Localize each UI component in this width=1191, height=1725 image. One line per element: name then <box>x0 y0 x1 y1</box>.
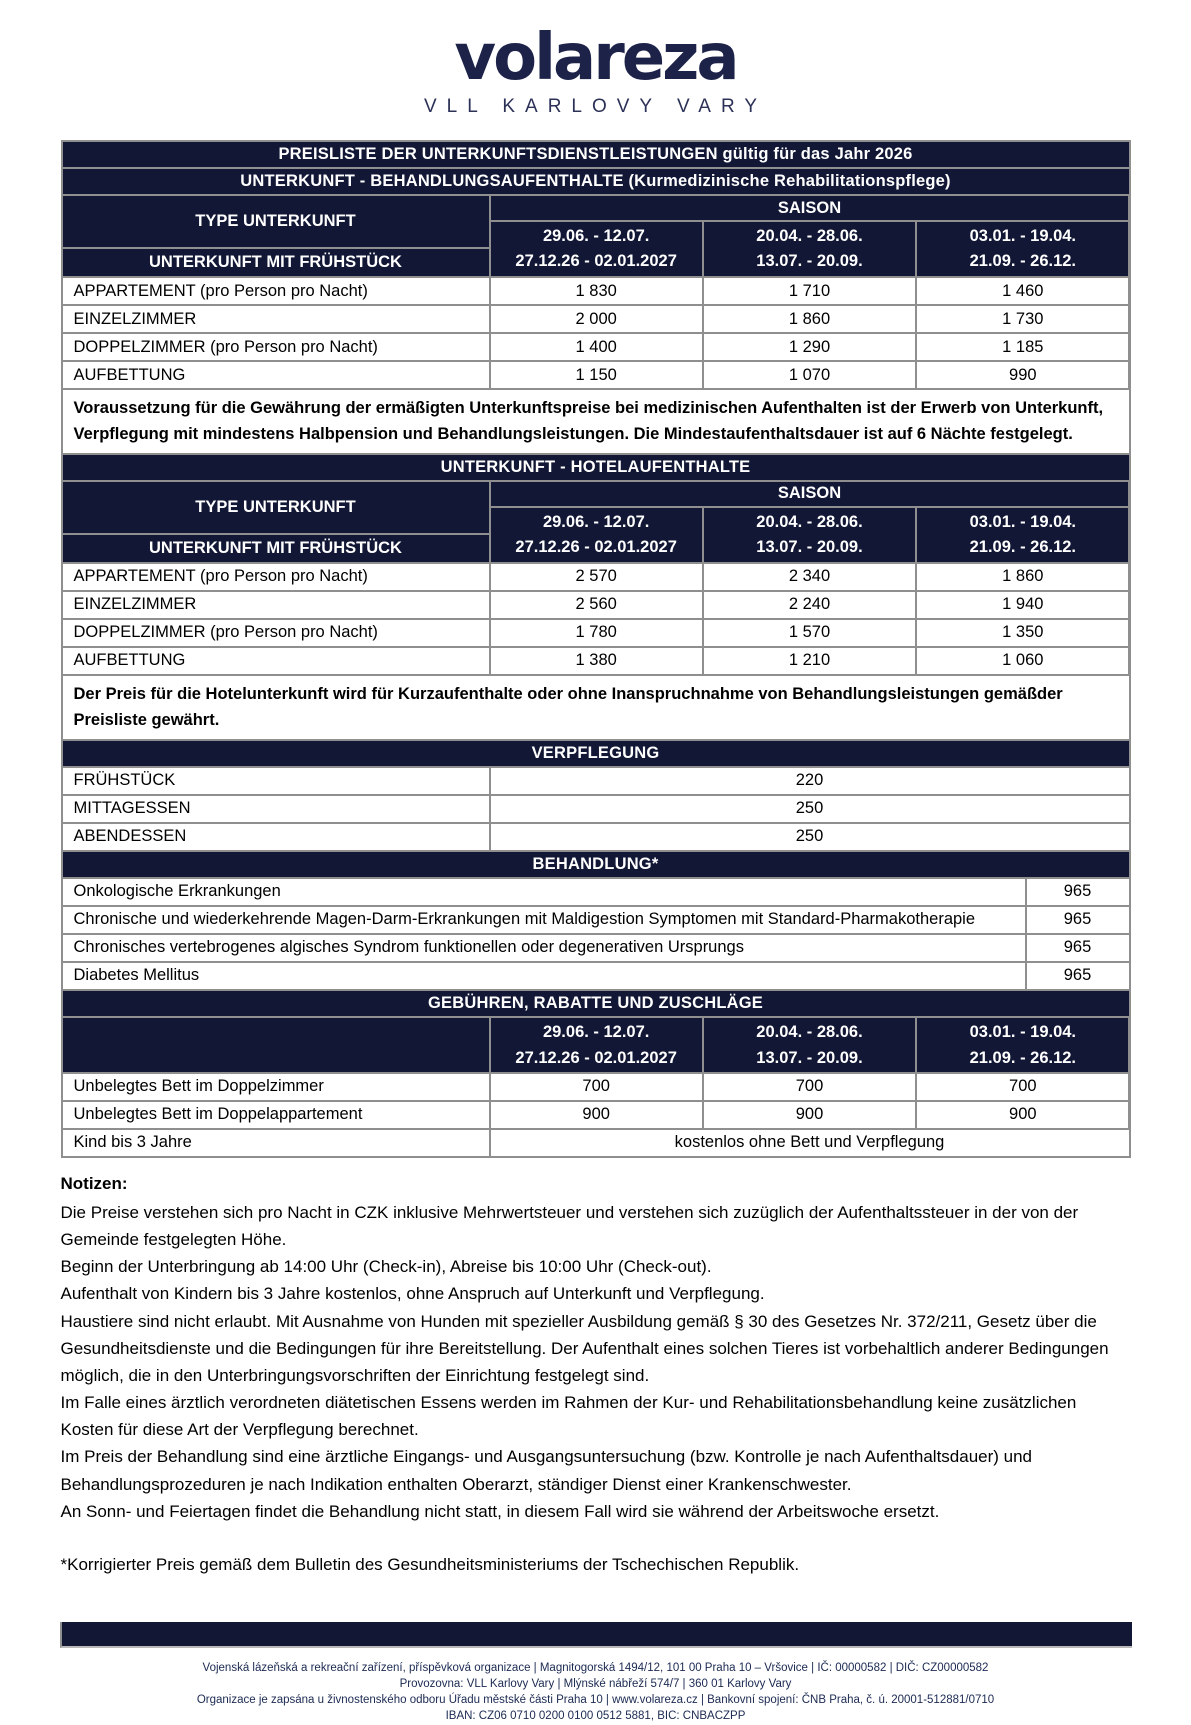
table-row <box>63 592 1129 618</box>
row-label: EINZELZIMMER <box>63 306 489 332</box>
section-title-gebuehren: GEBÜHREN, RABATTE UND ZUSCHLÄGE <box>63 991 1129 1016</box>
price-cell: 1 185 <box>917 334 1128 360</box>
table-row <box>63 362 1129 388</box>
section-title-behandlung: BEHANDLUNG* <box>63 852 1129 877</box>
row-label: ABENDESSEN <box>63 824 489 850</box>
price-cell: 220 <box>491 768 1129 794</box>
price-cell: 990 <box>917 362 1128 388</box>
row-label: APPARTEMENT (pro Person pro Nacht) <box>63 278 489 304</box>
row-label: Chronisches vertebrogenes algisches Syndrom funktionellen oder degenerativen Ursprungs <box>63 935 1025 961</box>
row-label: Unbelegtes Bett im Doppelappartement <box>63 1102 489 1128</box>
season-1-line2: 27.12.26 - 02.01.2027 <box>515 252 677 270</box>
breakfast-header: UNTERKUNFT MIT FRÜHSTÜCK <box>63 249 489 276</box>
price-cell: 1 350 <box>917 620 1128 646</box>
price-cell: 700 <box>704 1074 915 1100</box>
price-cell: 1 150 <box>491 362 702 388</box>
price-cell: 2 570 <box>491 564 702 590</box>
season-column-3 <box>917 1018 1128 1072</box>
volareza-logo: volareza <box>454 21 737 95</box>
saison-header: SAISON <box>491 196 1129 220</box>
row-label: DOPPELZIMMER (pro Person pro Nacht) <box>63 620 489 646</box>
price-cell: 2 000 <box>491 306 702 332</box>
price-cell: 1 860 <box>704 306 915 332</box>
price-cell: 1 060 <box>917 648 1128 674</box>
row-label: Kind bis 3 Jahre <box>63 1130 489 1156</box>
price-cell: 1 290 <box>704 334 915 360</box>
season-3-line1: 03.01. - 19.04. <box>969 1022 1077 1041</box>
note-paragraph: Beginn der Unterbringung ab 14:00 Uhr (Check-in), Abreise bis 10:00 Uhr (Check-out). <box>60 1257 712 1277</box>
row-label: Diabetes Mellitus <box>63 963 1025 989</box>
table-row <box>63 935 1129 961</box>
price-cell: 1 830 <box>491 278 702 304</box>
note-paragraph: Haustiere sind nicht erlaubt. Mit Ausnahme von Hunden mit spezieller Ausbildung gemäß § 30 des Gesetzes Nr. 372/211, Gesetz über die Gesundheitsdienste und die Bedingungen für ihre Bereitstellung. Der Aufenthalt eines solchen Tieres ist vorbehaltlich anderer Bedingungen möglich, die in den Unterbringungsvorschriften der Einrichtung festgelegt sind. <box>60 1311 1109 1385</box>
price-cell: 1 210 <box>704 648 915 674</box>
price-cell: 2 560 <box>491 592 702 618</box>
footer-line-1: Vojenská lázeňská a rekreační zařízení, příspěvková organizace | Magnitogorská 1494/12, 101 00 Praha 10 – Vršovice | IČ: 00000582 | DIČ: CZ00000582 <box>202 1662 989 1675</box>
season-3-line2: 21.09. - 26.12. <box>969 1048 1077 1067</box>
price-cell: 1 860 <box>917 564 1128 590</box>
table-row <box>63 306 1129 332</box>
row-label: AUFBETTUNG <box>63 648 489 674</box>
hotel-season-header <box>63 482 1129 562</box>
season-2-line2: 13.07. - 20.09. <box>756 252 863 270</box>
season-3-line1: 03.01. - 19.04. <box>969 512 1077 531</box>
table-row <box>63 1102 1129 1128</box>
season-1-line1: 29.06. - 12.07. <box>542 227 650 245</box>
table-row <box>63 1130 1129 1156</box>
footer-line-2: Provozovna: VLL Karlovy Vary | Mlýnské nábřeží 574/7 | 360 01 Karlovy Vary <box>399 1678 792 1691</box>
footer-line-4: IBAN: CZ06 0710 0200 0100 0512 5881, BIC: CNBACZPP <box>445 1710 746 1723</box>
season-column-1 <box>491 508 702 562</box>
note-paragraph: Aufenthalt von Kindern bis 3 Jahre kostenlos, ohne Anspruch auf Unterkunft und Verpflegung. <box>60 1284 765 1304</box>
section-title-kur: UNTERKUNFT - BEHANDLUNGSAUFENTHALTE (Kurmedizinische Rehabilitationspflege) <box>63 169 1129 194</box>
price-cell: 965 <box>1027 935 1129 961</box>
price-cell: 250 <box>491 796 1129 822</box>
price-cell: 1 400 <box>491 334 702 360</box>
season-2-line1: 20.04. - 28.06. <box>756 227 863 245</box>
table-row <box>63 768 1129 794</box>
season-1-line2: 27.12.26 - 02.01.2027 <box>515 1048 677 1067</box>
season-column-1 <box>491 222 702 276</box>
row-label: FRÜHSTÜCK <box>63 768 489 794</box>
season-column-1 <box>491 1018 702 1072</box>
season-1-line1: 29.06. - 12.07. <box>542 512 650 531</box>
table-row <box>63 620 1129 646</box>
price-cell: 1 940 <box>917 592 1128 618</box>
price-cell: 2 240 <box>704 592 915 618</box>
season-3-line2: 21.09. - 26.12. <box>969 537 1077 556</box>
price-cell: 1 730 <box>917 306 1128 332</box>
season-column-2 <box>704 1018 915 1072</box>
season-column-3 <box>917 508 1128 562</box>
note-paragraph: Im Falle eines ärztlich verordneten diätetischen Essens werden im Rahmen der Kur- und Rehabilitationsbehandlung keine zusätzlichen Kosten für diese Art der Verpflegung berechnet. <box>60 1393 1077 1440</box>
row-label: AUFBETTUNG <box>63 362 489 388</box>
price-cell: 900 <box>917 1102 1128 1128</box>
section-title-hotel: UNTERKUNFT - HOTELAUFENTHALTE <box>63 455 1129 480</box>
note-paragraph: Im Preis der Behandlung sind eine ärztliche Eingangs- und Ausgangsuntersuchung (bzw. Kontrolle je nach Aufenthaltsdauer) und Behandlungsprozeduren je nach Indikation enthalten Oberarzt, ständiger Dienst einer Krankenschwester. <box>60 1447 1033 1494</box>
season-column-2 <box>704 222 915 276</box>
price-cell: 700 <box>491 1074 702 1100</box>
table-row <box>63 278 1129 304</box>
table-row <box>63 796 1129 822</box>
price-cell: 2 340 <box>704 564 915 590</box>
season-1-line1: 29.06. - 12.07. <box>542 1022 650 1041</box>
price-cell: 250 <box>491 824 1129 850</box>
price-cell: 1 710 <box>704 278 915 304</box>
season-column-3 <box>917 222 1128 276</box>
hotel-note: Der Preis für die Hotelunterkunft wird für Kurzaufenthalte oder ohne Inanspruchnahme von Behandlungsleistungen gemäßder Preisliste gewährt. <box>63 676 1129 739</box>
footer-line-3: Organizace je zapsána u živnostenského odboru Úřadu městské části Praha 10 | www.volareza.cz | Bankovní spojení: ČNB Praha, č. ú. 20001-512881/0710 <box>196 1694 995 1707</box>
season-2-line1: 20.04. - 28.06. <box>756 1022 863 1041</box>
note-paragraph: An Sonn- und Feiertagen findet die Behandlung nicht statt, in diesem Fall wird sie während der Arbeitswoche ersetzt. <box>60 1501 940 1521</box>
season-3-line2: 21.09. - 26.12. <box>969 252 1077 270</box>
price-cell: 900 <box>704 1102 915 1128</box>
footer-bar <box>60 1622 1132 1648</box>
gebuehren-season-header <box>63 1018 1129 1072</box>
row-label: APPARTEMENT (pro Person pro Nacht) <box>63 564 489 590</box>
row-label: MITTAGESSEN <box>63 796 489 822</box>
season-column-2 <box>704 508 915 562</box>
price-footnote: *Korrigierter Preis gemäß dem Bulletin des Gesundheitsministeriums der Tschechischen Republik. <box>60 1555 800 1574</box>
table-row <box>63 879 1129 905</box>
row-label: Chronische und wiederkehrende Magen-Darm-Erkrankungen mit Maldigestion Symptomen mit Standard-Pharmakotherapie <box>63 907 1025 933</box>
price-table <box>61 140 1131 1158</box>
season-2-line2: 13.07. - 20.09. <box>756 1048 863 1067</box>
price-cell: 900 <box>491 1102 702 1128</box>
row-label: Unbelegtes Bett im Doppelzimmer <box>63 1074 489 1100</box>
notes-heading: Notizen: <box>60 1173 128 1193</box>
table-row <box>63 963 1129 989</box>
kur-note: Voraussetzung für die Gewährung der ermäßigten Unterkunftspreise bei medizinischen Aufenthalten ist der Erwerb von Unterkunft, Verpflegung mit mindestens Halbpension und Behandlungsleistungen. Die Mindestaufenthaltsdauer ist auf 6 Nächte festgelegt. <box>63 390 1129 453</box>
kur-season-header <box>63 196 1129 276</box>
row-label: DOPPELZIMMER (pro Person pro Nacht) <box>63 334 489 360</box>
season-2-line1: 20.04. - 28.06. <box>756 512 863 531</box>
saison-header: SAISON <box>491 482 1129 506</box>
notes-section <box>61 1170 1131 1579</box>
season-1-line2: 27.12.26 - 02.01.2027 <box>515 537 677 556</box>
footer <box>0 1660 1191 1724</box>
logo-subtitle: VLL KARLOVY VARY <box>423 96 768 117</box>
empty-header-cell <box>63 1018 489 1072</box>
type-unterkunft-header: TYPE UNTERKUNFT <box>63 196 489 247</box>
price-cell: 1 570 <box>704 620 915 646</box>
price-cell: 1 380 <box>491 648 702 674</box>
price-cell: 1 780 <box>491 620 702 646</box>
table-row <box>63 564 1129 590</box>
table-row <box>63 907 1129 933</box>
price-cell: 1 460 <box>917 278 1128 304</box>
row-label: Onkologische Erkrankungen <box>63 879 1025 905</box>
merged-value-cell: kostenlos ohne Bett und Verpflegung <box>491 1130 1129 1156</box>
season-2-line2: 13.07. - 20.09. <box>756 537 863 556</box>
table-row <box>63 334 1129 360</box>
table-row <box>63 1074 1129 1100</box>
price-cell: 700 <box>917 1074 1128 1100</box>
logo <box>0 0 1191 118</box>
row-label: EINZELZIMMER <box>63 592 489 618</box>
price-cell: 965 <box>1027 963 1129 989</box>
note-paragraph: Die Preise verstehen sich pro Nacht in CZK inklusive Mehrwertsteuer und verstehen sich zuzüglich der Aufenthaltssteuer in der von der Gemeinde festgelegten Höhe. <box>60 1202 1079 1249</box>
table-row <box>63 648 1129 674</box>
price-cell: 965 <box>1027 879 1129 905</box>
price-cell: 1 070 <box>704 362 915 388</box>
type-unterkunft-header: TYPE UNTERKUNFT <box>63 482 489 533</box>
breakfast-header: UNTERKUNFT MIT FRÜHSTÜCK <box>63 535 489 562</box>
price-cell: 965 <box>1027 907 1129 933</box>
table-row <box>63 824 1129 850</box>
pricelist-title: PREISLISTE DER UNTERKUNFTSDIENSTLEISTUNGEN gültig für das Jahr 2026 <box>63 142 1129 167</box>
season-3-line1: 03.01. - 19.04. <box>969 227 1077 245</box>
section-title-verpflegung: VERPFLEGUNG <box>63 741 1129 766</box>
